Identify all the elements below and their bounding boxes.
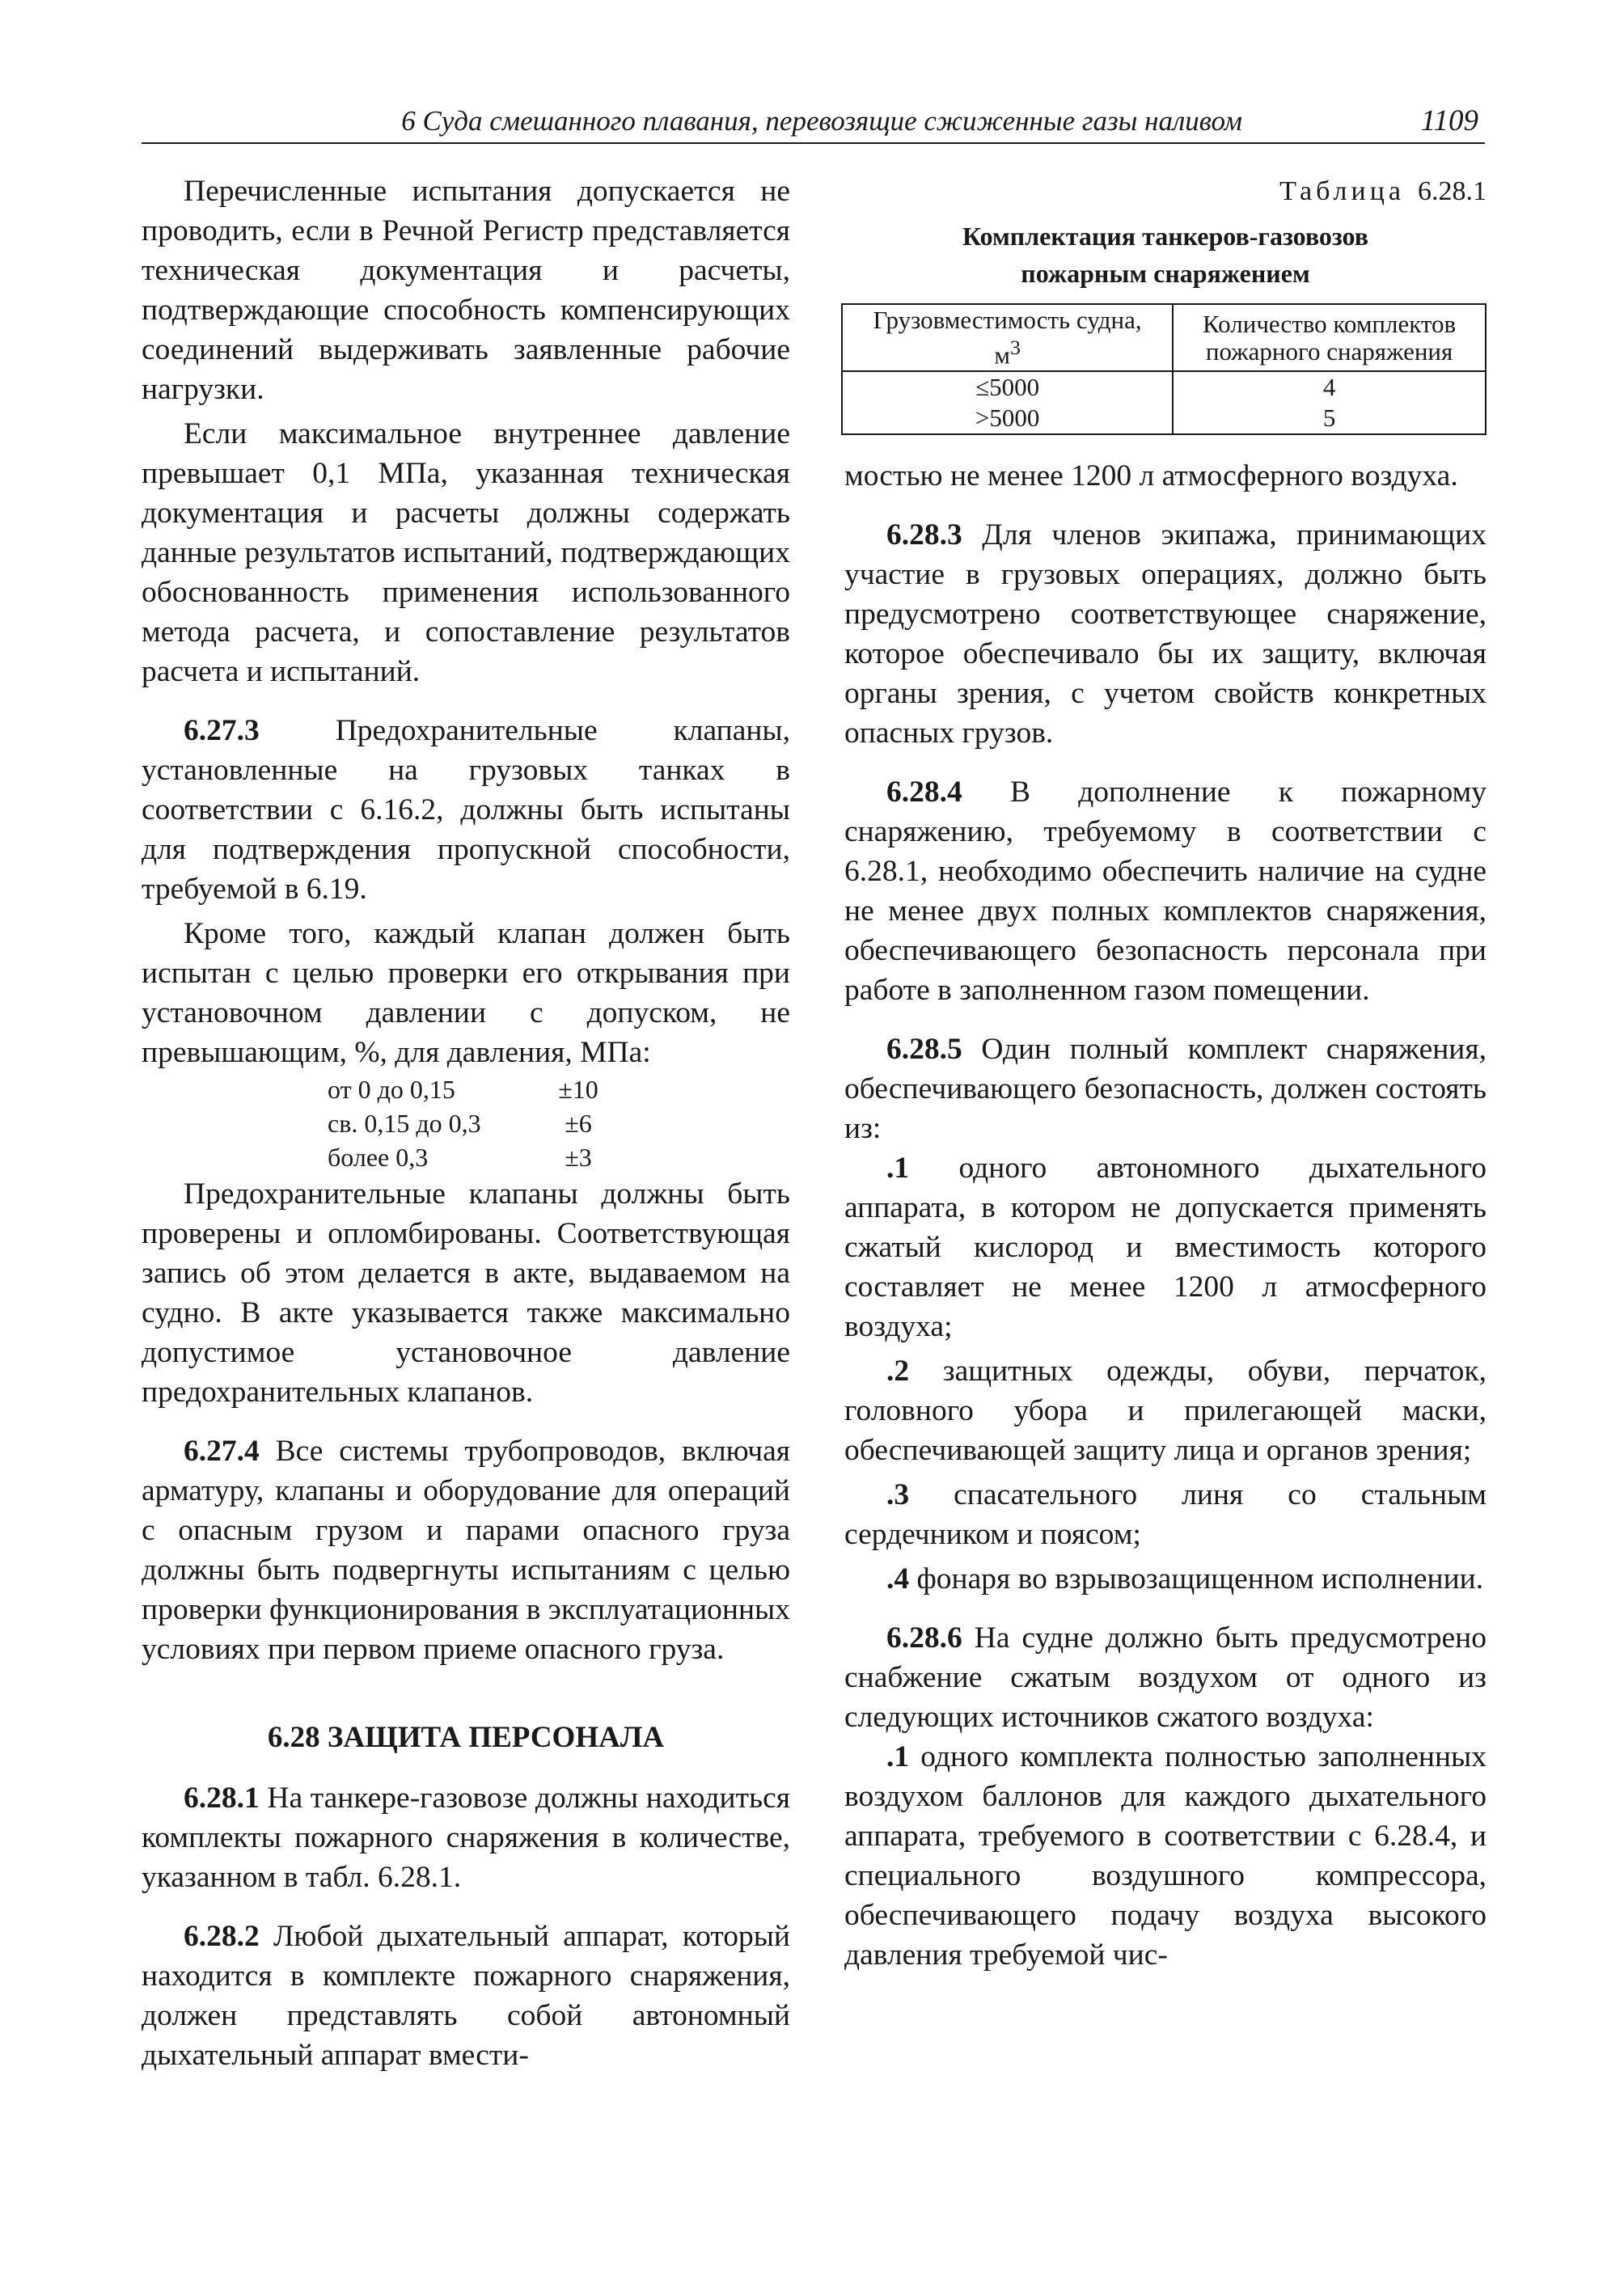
clause-number: 6.28.1 bbox=[184, 1782, 260, 1815]
table-row bbox=[842, 403, 1486, 434]
clause-number: 6.28.5 bbox=[886, 1033, 962, 1067]
clause-6-27-4 bbox=[142, 1431, 790, 1669]
item-text: защитных одежды, обуви, перчаток, головного убора и прилегающей маски, обеспечивающей защиту лица и органов зрения; bbox=[844, 1355, 1487, 1468]
clause-6-28-3 bbox=[844, 515, 1487, 753]
clause-number: 6.28.3 bbox=[886, 518, 962, 552]
right-column bbox=[844, 171, 1487, 1975]
header-unit bbox=[848, 334, 1167, 369]
list-item bbox=[328, 1072, 790, 1106]
table-caption-number: 6.28.1 bbox=[1418, 176, 1487, 206]
clause-6-27-3 bbox=[142, 711, 790, 909]
item-number: .2 bbox=[886, 1355, 910, 1389]
paragraph: Кроме того, каждый клапан должен быть испытан с целью проверки его открывания при установочном давлении с допуском, не превышающим, %, для давления, МПа: bbox=[142, 917, 790, 1069]
paragraph-continuation: мостью не менее 1200 л атмосферного воздуха. bbox=[844, 459, 1458, 493]
unit-text: м bbox=[994, 340, 1010, 370]
pressure-range: более 0,3 bbox=[328, 1143, 429, 1172]
item-text: спасательного линя со стальным сердечником и поясом; bbox=[844, 1478, 1487, 1552]
tolerance: ±10 bbox=[558, 1075, 598, 1104]
running-header bbox=[142, 102, 1485, 144]
list-item bbox=[328, 1106, 790, 1140]
paragraph: Предохранительные клапаны должны быть проверены и опломбированы. Соответствующая запись об этом делается в акте, выдаваемом на судно. В акте указывается также максимально допустимое установочное давление предохранительных клапанов. bbox=[142, 1177, 790, 1409]
list-item bbox=[328, 1140, 790, 1174]
cell-count: 4 bbox=[1173, 371, 1486, 403]
table-title bbox=[844, 218, 1487, 292]
column-header-count bbox=[1173, 304, 1486, 371]
clause-6-28-2 bbox=[142, 1917, 790, 2075]
table-caption-word: Таблица bbox=[1279, 176, 1405, 206]
clause-6-28-5 bbox=[844, 1029, 1487, 1148]
item-number: .4 bbox=[886, 1562, 910, 1596]
list-item bbox=[844, 1475, 1487, 1554]
page-number: 1109 bbox=[1420, 104, 1478, 137]
clause-text: На танкере-газовозе должны находиться комплекты пожарного снаряжения в количестве, указанном в табл. 6.28.1. bbox=[142, 1782, 790, 1894]
item-text: одного автономного дыхательного аппарата, в котором не допускается применять сжатый кислород и вместимость которого составляет не менее 1200 л атмосферного воздуха; bbox=[844, 1152, 1487, 1344]
clause-text: Для членов экипажа, принимающих участие в грузовых операциях, должно быть предусмотрено соответствующее снаряжение, которое обеспечивало бы их защиту, включая органы зрения, с учетом свойств конкретных опасных грузов. bbox=[844, 518, 1487, 750]
table-title-line: пожарным снаряжением bbox=[1021, 259, 1310, 288]
pressure-range: св. 0,15 до 0,3 bbox=[328, 1109, 481, 1138]
header-text: Грузовместимость судна, bbox=[873, 306, 1142, 334]
clause-number: 6.27.3 bbox=[184, 714, 260, 747]
cell-count: 5 bbox=[1173, 403, 1486, 434]
clause-text: Любой дыхательный аппарат, который находится в комплекте пожарного снаряжения, должен представлять собой автономный дыхательный аппарат вмести- bbox=[142, 1920, 790, 2072]
item-number: .1 bbox=[886, 1740, 910, 1774]
tolerance: ±6 bbox=[565, 1109, 592, 1138]
table-header-row bbox=[842, 304, 1486, 371]
list-item bbox=[844, 1737, 1487, 1975]
column-header-capacity bbox=[842, 304, 1173, 371]
list-item bbox=[844, 1351, 1487, 1470]
paragraph: Перечисленные испытания допускается не проводить, если в Речной Регистр представляется техническая документация и расчеты, подтверждающие способность компенсирующих соединений выдерживать заявленные рабочие нагрузки. bbox=[142, 175, 790, 406]
pressure-range: от 0 до 0,15 bbox=[328, 1075, 455, 1104]
item-number: .3 bbox=[886, 1478, 910, 1512]
clause-text: На судне должно быть предусмотрено снабжение сжатым воздухом от одного из следующих источников сжатого воздуха: bbox=[844, 1621, 1487, 1735]
tolerance: ±3 bbox=[565, 1143, 592, 1172]
cell-capacity: >5000 bbox=[842, 403, 1173, 434]
clause-number: 6.28.6 bbox=[886, 1621, 962, 1655]
table-row bbox=[842, 371, 1486, 403]
table-title-line: Комплектация танкеров-газовозов bbox=[962, 222, 1369, 251]
clause-number: 6.28.2 bbox=[184, 1920, 260, 1953]
list-item bbox=[844, 1559, 1487, 1599]
header-title: 6 Суда смешанного плавания, перевозящие сжиженные газы наливом bbox=[401, 105, 1242, 137]
cell-capacity: ≤5000 bbox=[842, 371, 1173, 403]
item-text: фонаря во взрывозащищенном исполнении. bbox=[909, 1562, 1484, 1596]
item-number: .1 bbox=[886, 1152, 910, 1186]
pressure-tolerance-list bbox=[328, 1072, 790, 1174]
section-title: 6.28 ЗАЩИТА ПЕРСОНАЛА bbox=[267, 1721, 665, 1754]
clause-number: 6.28.4 bbox=[886, 776, 962, 809]
table-caption bbox=[844, 171, 1487, 211]
header-text: Количество комплектов bbox=[1203, 309, 1457, 338]
clause-number: 6.27.4 bbox=[184, 1435, 260, 1468]
left-column bbox=[142, 171, 790, 2075]
clause-text: В дополнение к пожарному снаряжению, требуемому в соответствии с 6.28.1, необходимо обеспечить наличие на судне не менее двух полных комплектов снаряжения, обеспечивающего безопасность персонала при работе в заполненном газом помещении. bbox=[844, 776, 1487, 1008]
paragraph: Если максимальное внутреннее давление превышает 0,1 МПа, указанная техническая документация и расчеты должны содержать данные результатов испытаний, подтверждающих обоснованность применения использованного метода расчета, и сопоставление результатов расчета и испытаний. bbox=[142, 417, 790, 688]
equipment-table bbox=[841, 303, 1487, 435]
list-item bbox=[844, 1148, 1487, 1346]
clause-text: Все системы трубопроводов, включая арматуру, клапаны и оборудование для операций с опасным грузом и парами опасного груза должны быть подвергнуты испытаниям с целью проверки функционирования в эксплуатационных условиях при первом приеме опасного груза. bbox=[142, 1435, 790, 1666]
clause-6-28-4 bbox=[844, 772, 1487, 1010]
clause-6-28-1 bbox=[142, 1778, 790, 1897]
item-text: одного комплекта полностью заполненных воздухом баллонов для каждого дыхательного аппарата, требуемого в соответствии с 6.28.4, и специального воздушного компрессора, обеспечивающего подачу воздуха высокого давления требуемой чис- bbox=[844, 1740, 1487, 1972]
header-text: пожарного снаряжения bbox=[1205, 336, 1453, 366]
clause-text: Один полный комплект снаряжения, обеспечивающего безопасность, должен состоять из: bbox=[844, 1033, 1487, 1146]
clause-6-28-6 bbox=[844, 1618, 1487, 1737]
unit-superscript: 3 bbox=[1009, 336, 1021, 359]
clause-text: Предохранительные клапаны, установленные на грузовых танках в соответствии с 6.16.2, должны быть испытаны для подтверждения пропускной способности, требуемой в 6.19. bbox=[142, 714, 790, 906]
